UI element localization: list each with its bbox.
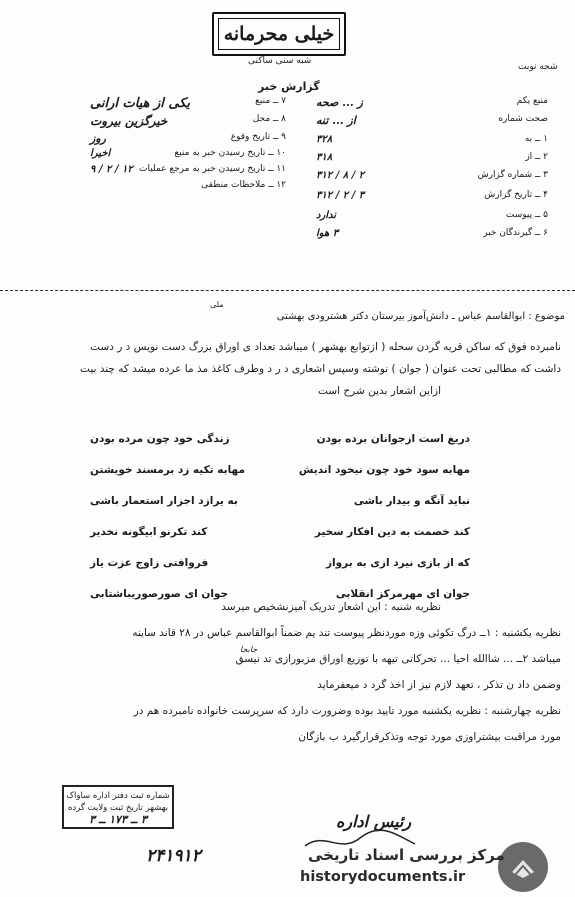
right-field-row: ۳ ــ شماره گزارش ۲ / ۸ / ۳۱۲: [316, 170, 548, 181]
poem-verse: کند خصمت به دین افکار سخیر کند تکرنو ابیگونه نخدیر: [90, 526, 470, 538]
archive-logo-icon: [498, 842, 548, 892]
watermark-title: مرکز بررسی اسناد تاریخی: [308, 846, 505, 864]
right-field-row: ۲ ــ از ۳۱۸: [316, 152, 548, 163]
left-fields: [90, 96, 286, 196]
inline-note: جابجا: [240, 645, 258, 654]
department-label: شبه سنی ساکنی: [248, 56, 312, 66]
body-line: نامبرده فوق که ساکن قریه گردن سحله ( ازتوابع بهشهر ) میباشد تعداد ی اوراق بزرگ دست نویس د ر دست: [90, 341, 561, 353]
right-field-row: صحت شماره از ... تنه: [316, 114, 548, 127]
body-line: داشت که مطالبی تحت عنوان ( جوان ) نوشته وسپس اشعاری د ر د وطرف کاغذ مذ ما عرده میشد که چند بیت: [80, 363, 561, 375]
right-field-row: ۱ ــ به ۳۲۸: [316, 134, 548, 145]
form-title: گزارش خبر: [258, 80, 320, 93]
registry-stamp: [62, 785, 174, 829]
signature: رئیس اداره: [336, 812, 412, 831]
poem: [90, 432, 470, 618]
opinion-line: مورد مراقبت بیشتراوزی مورد توجه وتذکرقرارگیرد ب بازگان: [298, 731, 561, 743]
poem-verse: دریغ است ازجوانان برده بودن زندگی خود چون مرده بودن: [90, 433, 470, 445]
book-icon: [498, 842, 548, 892]
right-field-row: ۶ ــ گیرندگان خبر ۳ هوا: [316, 228, 548, 239]
right-field-row: منبع یکم ز ... صحه: [316, 96, 548, 109]
report-body: [6, 340, 561, 406]
subject-note: ملی: [210, 300, 224, 309]
opinion-line: نظریه چهارشنبه : نظریه یکشنبه مورد تایید بوده وضرورت دارد که سرپرست خانواده نامبرده هم در: [133, 705, 561, 717]
right-field-row: ۴ ــ تاریخ گزارش ۳ / ۲ / ۳۱۲: [316, 190, 548, 201]
section-divider: [0, 290, 575, 291]
opinions: [6, 600, 561, 756]
corner-label: شجه نوبت: [518, 62, 558, 72]
opinion-line: میباشد ۲ــ ... شاالله احیا ... تحرکاتی تیهه با توزیع اوراق مزبورازی تد نیسق: [235, 653, 561, 665]
opinion-line: وضمن داد ن تذکر ، تعهد لازم نیز از اخذ گرد د میعفرماید: [317, 679, 561, 691]
registry-stamp-line: بهشهر تاریخ ثبت ولایت گرده: [67, 803, 169, 813]
archive-number: ۲۴۱۹۱۲: [146, 846, 201, 866]
classification-stamp-text: خیلی محرمانه: [223, 23, 335, 45]
left-field-row: ۱۲ ــ ملاحظات منطقی: [201, 180, 286, 190]
opinion-line: نظریه شنبه : این اشعار تدریک آمیزنشخیص میرسد: [221, 601, 441, 613]
left-field-row: ۷ ــ منبع یکی از هیات ارانی: [90, 96, 286, 111]
poem-verse: نباید آنگه و بیدار باشی به یرازد اجزار استعمار باشی: [90, 495, 470, 507]
registry-stamp-line: شماره ثبت دفتر اداره ساواک: [66, 791, 170, 801]
right-field-row: ۵ ــ پیوست ندارد: [316, 210, 548, 221]
poem-verse: که از بازی نیرد ازی به برواز فروافتی زاوج عزت یاز: [90, 557, 470, 569]
classification-stamp: [212, 12, 346, 56]
left-field-row: ۱۱ ــ تاریخ رسیدن خبر به مرجع عملیات ۱۲ / ۲ / ۹: [90, 164, 286, 175]
left-field-row: ۸ ــ محل خیرگزین بیروت: [90, 114, 286, 128]
body-line: ازاین اشعار بدین شرح است: [318, 385, 441, 397]
subject-line: موضوع : ابوالقاسم عباس ـ دانش‌آموز بیرستان دکتر هشترودی بهشتی: [276, 311, 565, 322]
watermark-url: historydocuments.ir: [300, 869, 466, 885]
left-field-row: ۱۰ ــ تاریخ رسیدن خبر به منبع اخیرا: [90, 148, 286, 159]
left-field-row: ۹ ــ تاریخ وقوع روز: [90, 132, 286, 145]
poem-verse: مهابه سود خود چون نیخود اندیش مهابه تکیه زد برمسند خویشتن: [90, 464, 470, 476]
poem-verse: جوان ای مهرمرکز انقلابی جوان ای صورصوریباشتابی: [90, 588, 470, 600]
right-fields: [316, 96, 548, 246]
registry-number: ۳ ــ ۱۷۳ ــ ۳: [89, 813, 147, 826]
opinion-line: نظریه یکشنبه : ۱ــ درگ تکوئی وزه موردنظر پیوست تند یم ضمناً ابوالقاسم عباس در ۲۸ قاند ساینه: [132, 627, 561, 639]
